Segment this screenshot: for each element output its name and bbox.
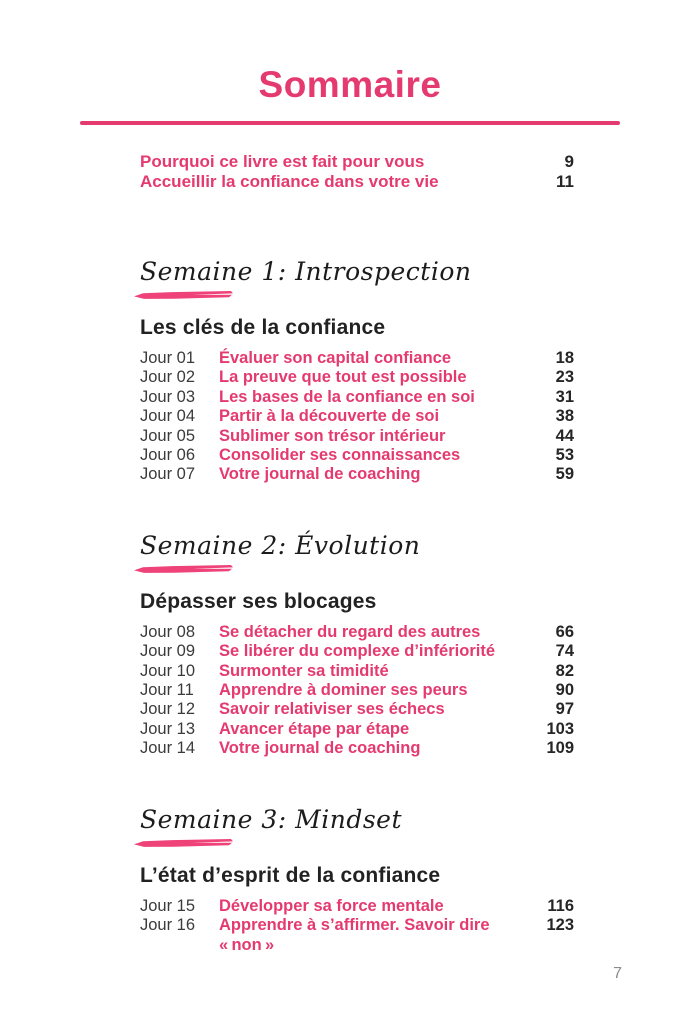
entry-page-number: 18 [555,349,574,367]
page-title: Sommaire [258,64,442,105]
day-label: Jour 11 [140,681,194,700]
entry-page-number: 38 [555,407,574,426]
chapter-title: Votre journal de coaching [219,465,421,484]
toc-entry [140,897,574,916]
day-label: Jour 13 [140,719,196,738]
chapter-title: Avancer étape par étape [219,719,410,738]
day-label: Jour 05 [140,426,196,445]
chapter-title: Apprendre à dominer ses peurs [219,681,468,700]
section-heading: Semaine 3: Mindset [140,804,403,834]
chapter-title: Développer sa force mentale [219,896,444,915]
intro-entries [140,152,574,191]
toc-entry [140,916,574,955]
section-heading: Semaine 1: Introspection [140,257,472,286]
section-entries [140,897,574,955]
toc-entry [140,623,574,642]
chapter-title: Partir à la découverte de soi [219,407,440,426]
entry-page-number: 53 [555,446,574,465]
toc-entry [140,642,574,661]
section-entries [140,623,574,759]
entry-page-number: 103 [546,719,574,738]
toc-entry [140,465,574,484]
entry-page-number: 44 [555,426,574,445]
entry-page-number: 116 [547,896,574,915]
entry-page-number: 59 [555,465,574,484]
day-label: Jour 04 [140,407,196,426]
chapter-title: Évaluer son capital confiance [219,349,451,367]
entry-title: Pourquoi ce livre est fait pour vous [140,152,425,171]
day-label: Jour 15 [140,896,196,915]
section-heading: Semaine 2: Évolution [140,530,421,560]
chapter-title: Sublimer son trésor intérieur [219,426,446,445]
toc-entry [140,349,574,368]
toc-entry [140,427,574,446]
day-label: Jour 01 [140,349,196,367]
entry-page-number: 109 [546,739,574,758]
toc-entry [140,446,574,465]
toc-entry [140,388,574,407]
day-label: Jour 07 [140,465,196,484]
chapter-title: La preuve que tout est possible [219,368,467,387]
toc-entry [140,368,574,387]
entry-page-number: 90 [555,681,574,700]
day-label: Jour 16 [140,916,196,935]
title-divider [80,121,620,125]
toc-entry [140,681,574,700]
entry-page-number: 31 [555,387,574,406]
section-subtitle: L’état d’esprit de la confiance [140,863,441,887]
section-semaine-3 [140,805,574,955]
toc-entry [140,700,574,719]
entry-page-number: 11 [556,171,574,191]
toc-entry [140,720,574,739]
chapter-title: Savoir relativiser ses échecs [219,700,445,719]
section-subtitle: Dépasser ses blocages [140,589,377,613]
entry-page-number: 123 [546,916,574,935]
chapter-title: Consolider ses connaissances [219,446,461,465]
chapter-title: Apprendre à s’affirmer. Savoir dire « non » [219,916,490,954]
chapter-title: Surmonter sa timidité [219,661,389,680]
toc-entry [140,662,574,681]
entry-page-number: 66 [555,622,574,641]
chapter-title: Les bases de la confiance en soi [219,387,475,406]
entry-page-number: 82 [555,661,574,680]
section-semaine-1 [140,257,574,485]
folio-page-number: 7 [613,965,622,982]
day-label: Jour 06 [140,446,196,465]
day-label: Jour 03 [140,387,196,406]
entry-page-number: 9 [564,152,574,171]
toc-entry [140,172,574,192]
day-label: Jour 09 [140,642,196,661]
entry-page-number: 23 [555,368,574,387]
chapter-title: Se libérer du complexe d’infériorité [219,642,495,661]
day-label: Jour 02 [140,368,196,387]
toc-entry [140,152,574,172]
brush-underline [134,290,234,300]
brush-underline [134,838,234,848]
section-semaine-2 [140,531,574,759]
entry-title: Accueillir la confiance dans votre vie [140,171,439,191]
section-subtitle: Les clés de la confiance [140,316,386,339]
day-label: Jour 14 [140,739,196,758]
toc-entry [140,407,574,426]
toc-entry [140,739,574,758]
day-label: Jour 08 [140,622,196,641]
chapter-title: Se détacher du regard des autres [219,622,481,641]
chapter-title: Votre journal de coaching [219,739,421,758]
day-label: Jour 12 [140,700,196,719]
entry-page-number: 97 [555,700,574,719]
section-entries [140,349,574,485]
entry-page-number: 74 [555,642,574,661]
day-label: Jour 10 [140,661,196,680]
brush-underline [134,564,234,574]
